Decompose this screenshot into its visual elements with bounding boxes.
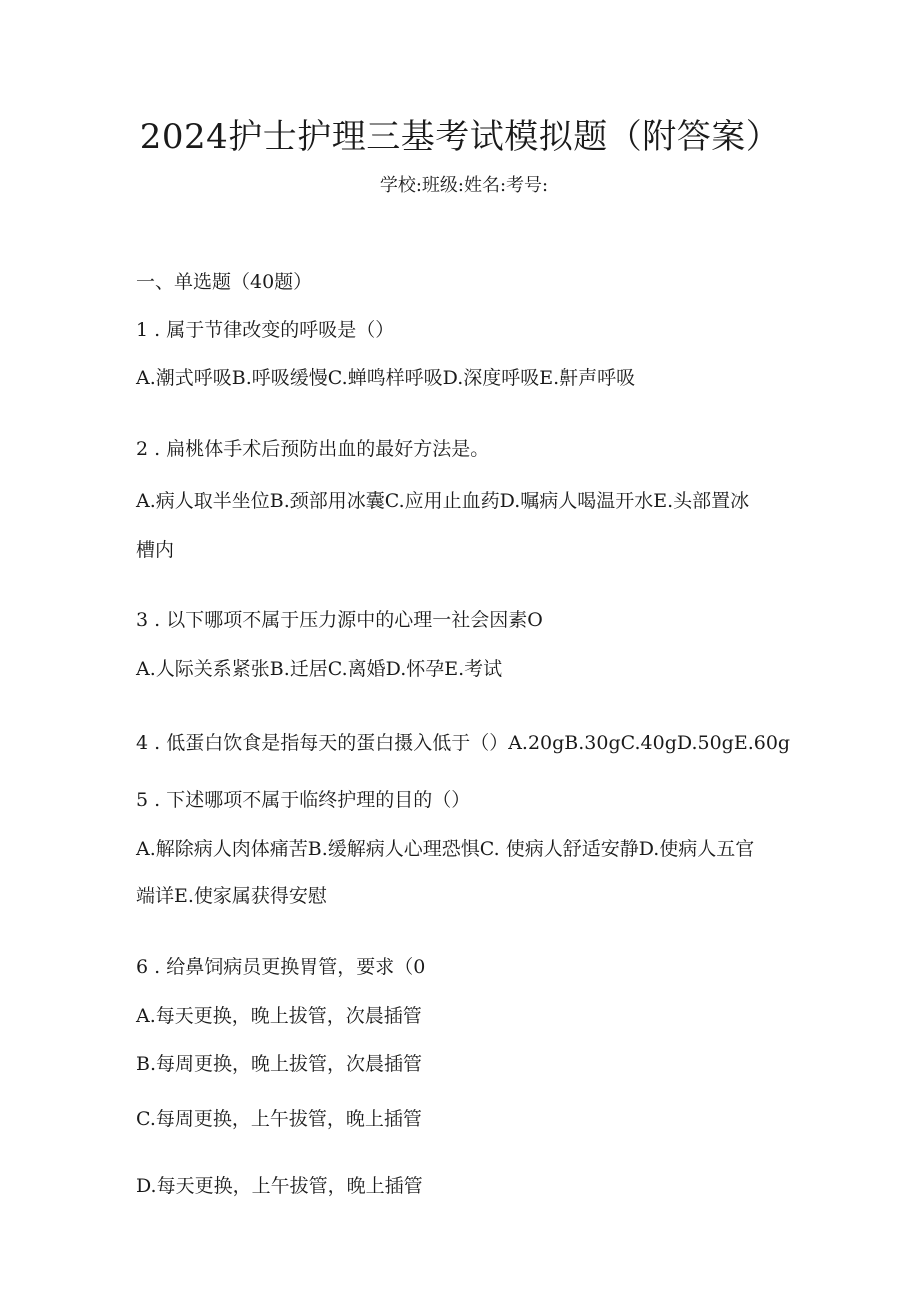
question-stem: 6 . 给鼻饲病员更换胃管，要求（0 bbox=[136, 956, 426, 978]
question-stem: 5 . 下述哪项不属于临终护理的目的（） bbox=[136, 789, 471, 811]
question-option: C.每周更换，上午拔管，晚上插管 bbox=[136, 1108, 422, 1130]
question-stem: 2 . 扁桃体手术后预防出血的最好方法是。 bbox=[136, 438, 490, 460]
question-options: A.潮式呼吸B.呼吸缓慢C.蝉鸣样呼吸D.深度呼吸E.鼾声呼吸 bbox=[136, 367, 636, 389]
question-options: 槽内 bbox=[136, 539, 175, 561]
question-options: A.病人取半坐位B.颈部用冰囊C.应用止血药D.嘱病人喝温开水E.头部置冰 bbox=[136, 490, 750, 512]
question-option: A.每天更换，晚上拔管，次晨插管 bbox=[136, 1005, 422, 1027]
question-stem: 4 . 低蛋白饮食是指每天的蛋白摄入低于（）A.20gB.30gC.40gD.50gE.60g bbox=[136, 732, 791, 754]
question-stem: 3 . 以下哪项不属于压力源中的心理一社会因素O bbox=[136, 609, 543, 631]
question-options: A.人际关系紧张B.迁居C.离婚D.怀孕E.考试 bbox=[136, 658, 503, 680]
question-option: D.每天更换，上午拔管，晚上插管 bbox=[136, 1175, 423, 1197]
question-option: B.每周更换，晚上拔管，次晨插管 bbox=[136, 1053, 423, 1075]
document-title: 2024护士护理三基考试模拟题（附答案） bbox=[139, 117, 781, 157]
question-options: 端详E.使家属获得安慰 bbox=[136, 885, 327, 907]
section-heading: 一、单选题（40题） bbox=[136, 271, 313, 293]
student-info-text: 学校:班级:姓名:考号: bbox=[379, 175, 549, 196]
student-info-line bbox=[0, 172, 920, 200]
question-stem: 1 . 属于节律改变的呼吸是（） bbox=[136, 319, 395, 341]
question-options: A.解除病人肉体痛苦B.缓解病人心理恐惧C. 使病人舒适安静D.使病人五官 bbox=[136, 838, 755, 860]
